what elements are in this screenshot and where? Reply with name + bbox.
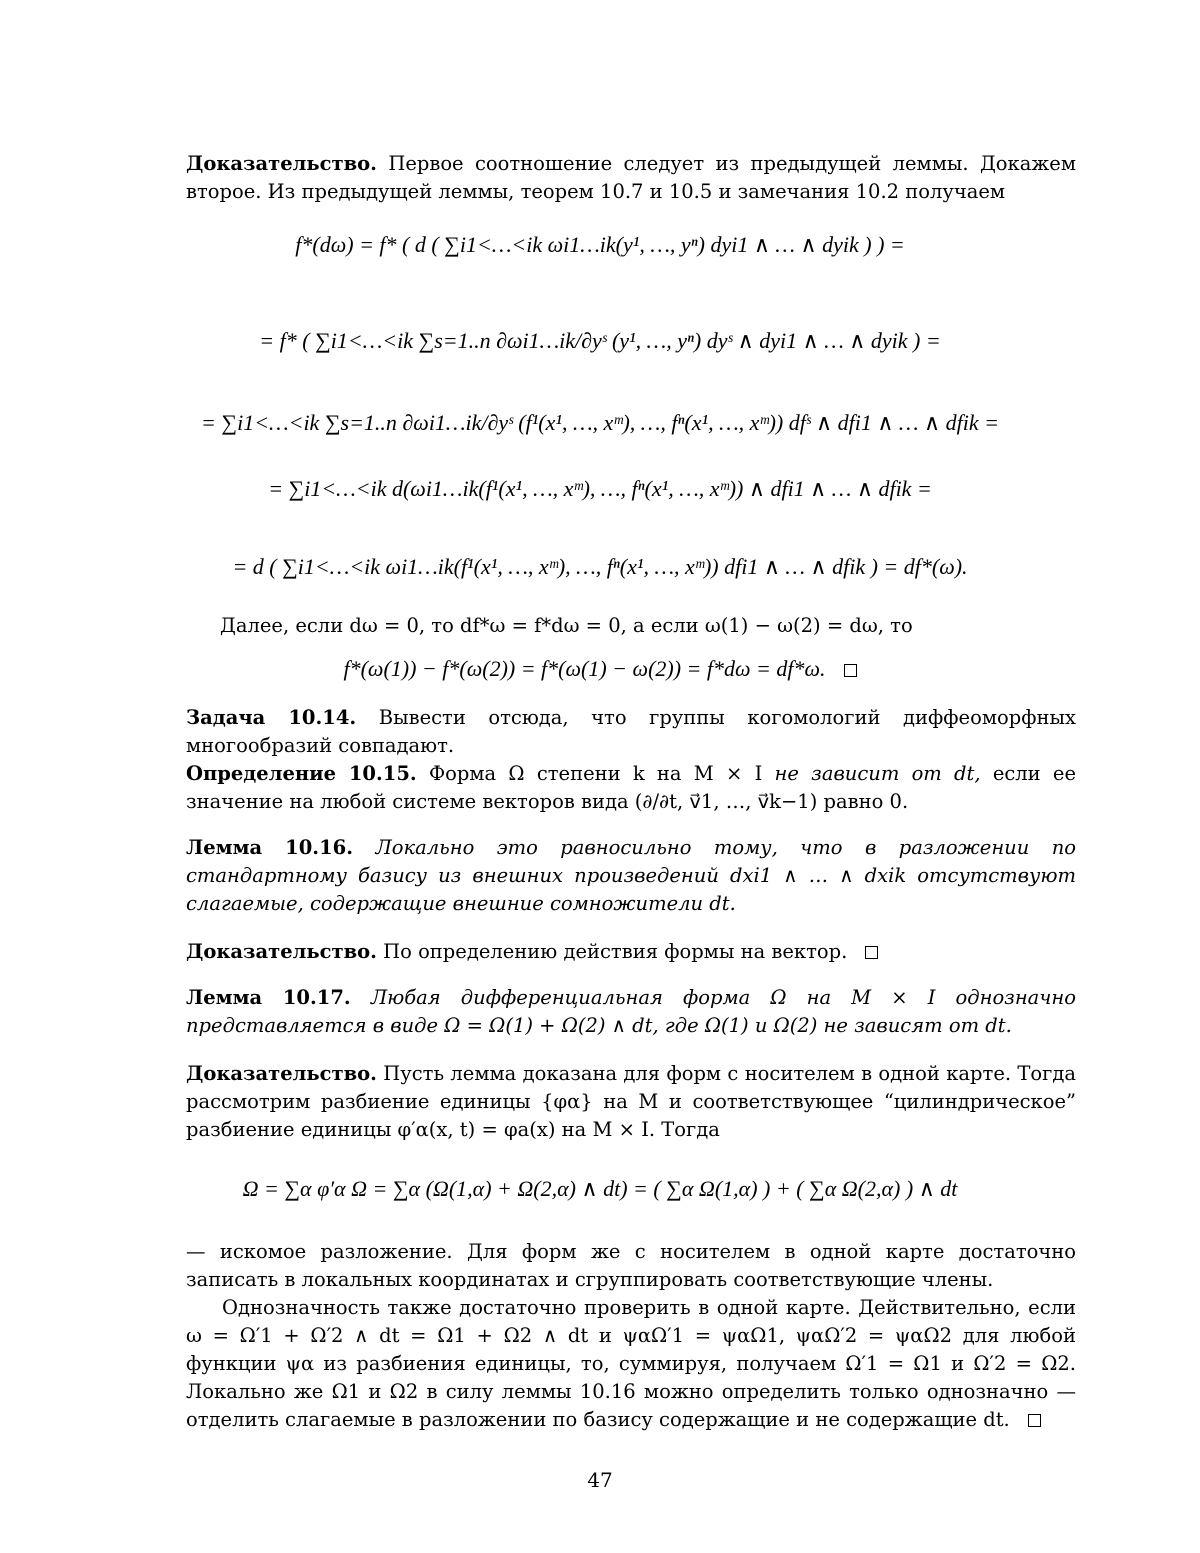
- proof-text: Первое соотношение следует из предыдущей леммы. Докажем второе. Из предыдущей леммы, теорем 10.7 и 10.5 и замечания 10.2 получаем: [186, 152, 1077, 203]
- equation-line-4: = ∑i1<…<ik d(ωi1…ik(f¹(x¹, …, xᵐ), …, fⁿ(x¹, …, xᵐ)) ∧ dfi1 ∧ … ∧ dfik =: [268, 476, 932, 501]
- equation-line-5: = d ( ∑i1<…<ik ωi1…ik(f¹(x¹, …, xᵐ), …, fⁿ(x¹, …, xᵐ)) dfi1 ∧ … ∧ dfik ) = df*(ω).: [232, 554, 968, 579]
- proof-text: По определению действия формы на вектор.: [383, 940, 848, 963]
- further-paragraph: Далее, если dω = 0, то df*ω = f*dω = 0, а если ω(1) − ω(2) = dω, то: [220, 614, 913, 637]
- qed-square-icon: [844, 664, 857, 677]
- task-label: Задача 10.14.: [186, 706, 357, 729]
- equation-line-2: = f* ( ∑i1<…<ik ∑s=1..n ∂ωi1…ik/∂yˢ (y¹, …, yⁿ) dyˢ ∧ dyi1 ∧ … ∧ dyik ) =: [259, 328, 941, 353]
- lemma-17-paragraph: [186, 984, 1076, 1040]
- lemma-16-text: Локально это равносильно тому, что в разложении по стандартному базису из внешних произведений dxi1 ∧ … ∧ dxik отсутствуют слагаемые, содержащие внешние сомножители dt.: [186, 836, 1076, 915]
- after-equation-paragraph: — искомое разложение. Для форм же с носителем в одной карте достаточно записать в локальных координатах и сгруппировать соответствующие члены.: [186, 1240, 1076, 1291]
- definition-label: Определение 10.15.: [186, 762, 417, 785]
- definition-text-b: если ее значение на любой системе векторов вида (∂/∂t, v⃗1, …, v⃗k−1) равно 0.: [186, 762, 1077, 813]
- equation-3: Ω = ∑α φ′α Ω = ∑α (Ω(1,α) + Ω(2,α) ∧ dt) = ( ∑α Ω(1,α) ) + ( ∑α Ω(2,α) ) ∧ dt: [242, 1176, 958, 1201]
- lemma-16-paragraph: [186, 834, 1076, 918]
- page-number: 47: [587, 1468, 613, 1492]
- proof-paragraph-3: [186, 1060, 1076, 1144]
- lemma-17-label: Лемма 10.17.: [186, 986, 351, 1009]
- definition-paragraph: [186, 760, 1076, 816]
- proof-label: Доказательство.: [186, 1062, 377, 1085]
- task-text: Вывести отсюда, что группы когомологий диффеоморфных многообразий совпадают.: [186, 706, 1076, 757]
- proof-text: Пусть лемма доказана для форм с носителем в одной карте. Тогда рассмотрим разбиение единицы {φα} на M и соответствующее “цилиндрическое” разбиение единицы φ′α(x, t) = φa(x) на M × I. Тогда: [186, 1062, 1076, 1141]
- uniqueness-paragraph: [186, 1294, 1076, 1434]
- task-paragraph: [186, 704, 1076, 760]
- definition-text-emphasis: не зависит от dt,: [774, 762, 981, 785]
- proof-paragraph-1: [186, 150, 1076, 206]
- equation-2: f*(ω(1)) − f*(ω(2)) = f*(ω(1) − ω(2)) = f*dω = df*ω.: [343, 656, 826, 681]
- qed-square-icon: [1028, 1414, 1041, 1427]
- equation-line-1: f*(dω) = f* ( d ( ∑i1<…<ik ωi1…ik(y¹, …, yⁿ) dyi1 ∧ … ∧ dyik ) ) =: [295, 232, 905, 257]
- equation-line-3: = ∑i1<…<ik ∑s=1..n ∂ωi1…ik/∂yˢ (f¹(x¹, …, xᵐ), …, fⁿ(x¹, …, xᵐ)) dfˢ ∧ dfi1 ∧ … ∧ dfik =: [201, 410, 999, 435]
- proof-paragraph-2: [186, 938, 1076, 966]
- proof-label: Доказательство.: [186, 940, 377, 963]
- qed-square-icon: [865, 946, 878, 959]
- lemma-17-text: Любая дифференциальная форма Ω на M × I однозначно представляется в виде Ω = Ω(1) + Ω(2) ∧ dt, где Ω(1) и Ω(2) не зависят от dt.: [186, 986, 1077, 1037]
- proof-label: Доказательство.: [186, 152, 377, 175]
- uniqueness-text: Однозначность также достаточно проверить в одной карте. Действительно, если ω = Ω′1 + Ω′2 ∧ dt = Ω1 + Ω2 ∧ dt и ψαΩ′1 = ψαΩ1, ψαΩ′2 = ψαΩ2 для любой функции ψα из разбиения единицы, то, суммируя, получаем Ω′1 = Ω1 и Ω′2 = Ω2. Локально же Ω1 и Ω2 в силу леммы 10.16 можно определить только однозначно — отделить слагаемые в разложении по базису содержащие и не содержащие dt.: [186, 1296, 1076, 1431]
- lemma-16-label: Лемма 10.16.: [186, 836, 354, 859]
- definition-text-a: Форма Ω степени k на M × I: [428, 762, 763, 785]
